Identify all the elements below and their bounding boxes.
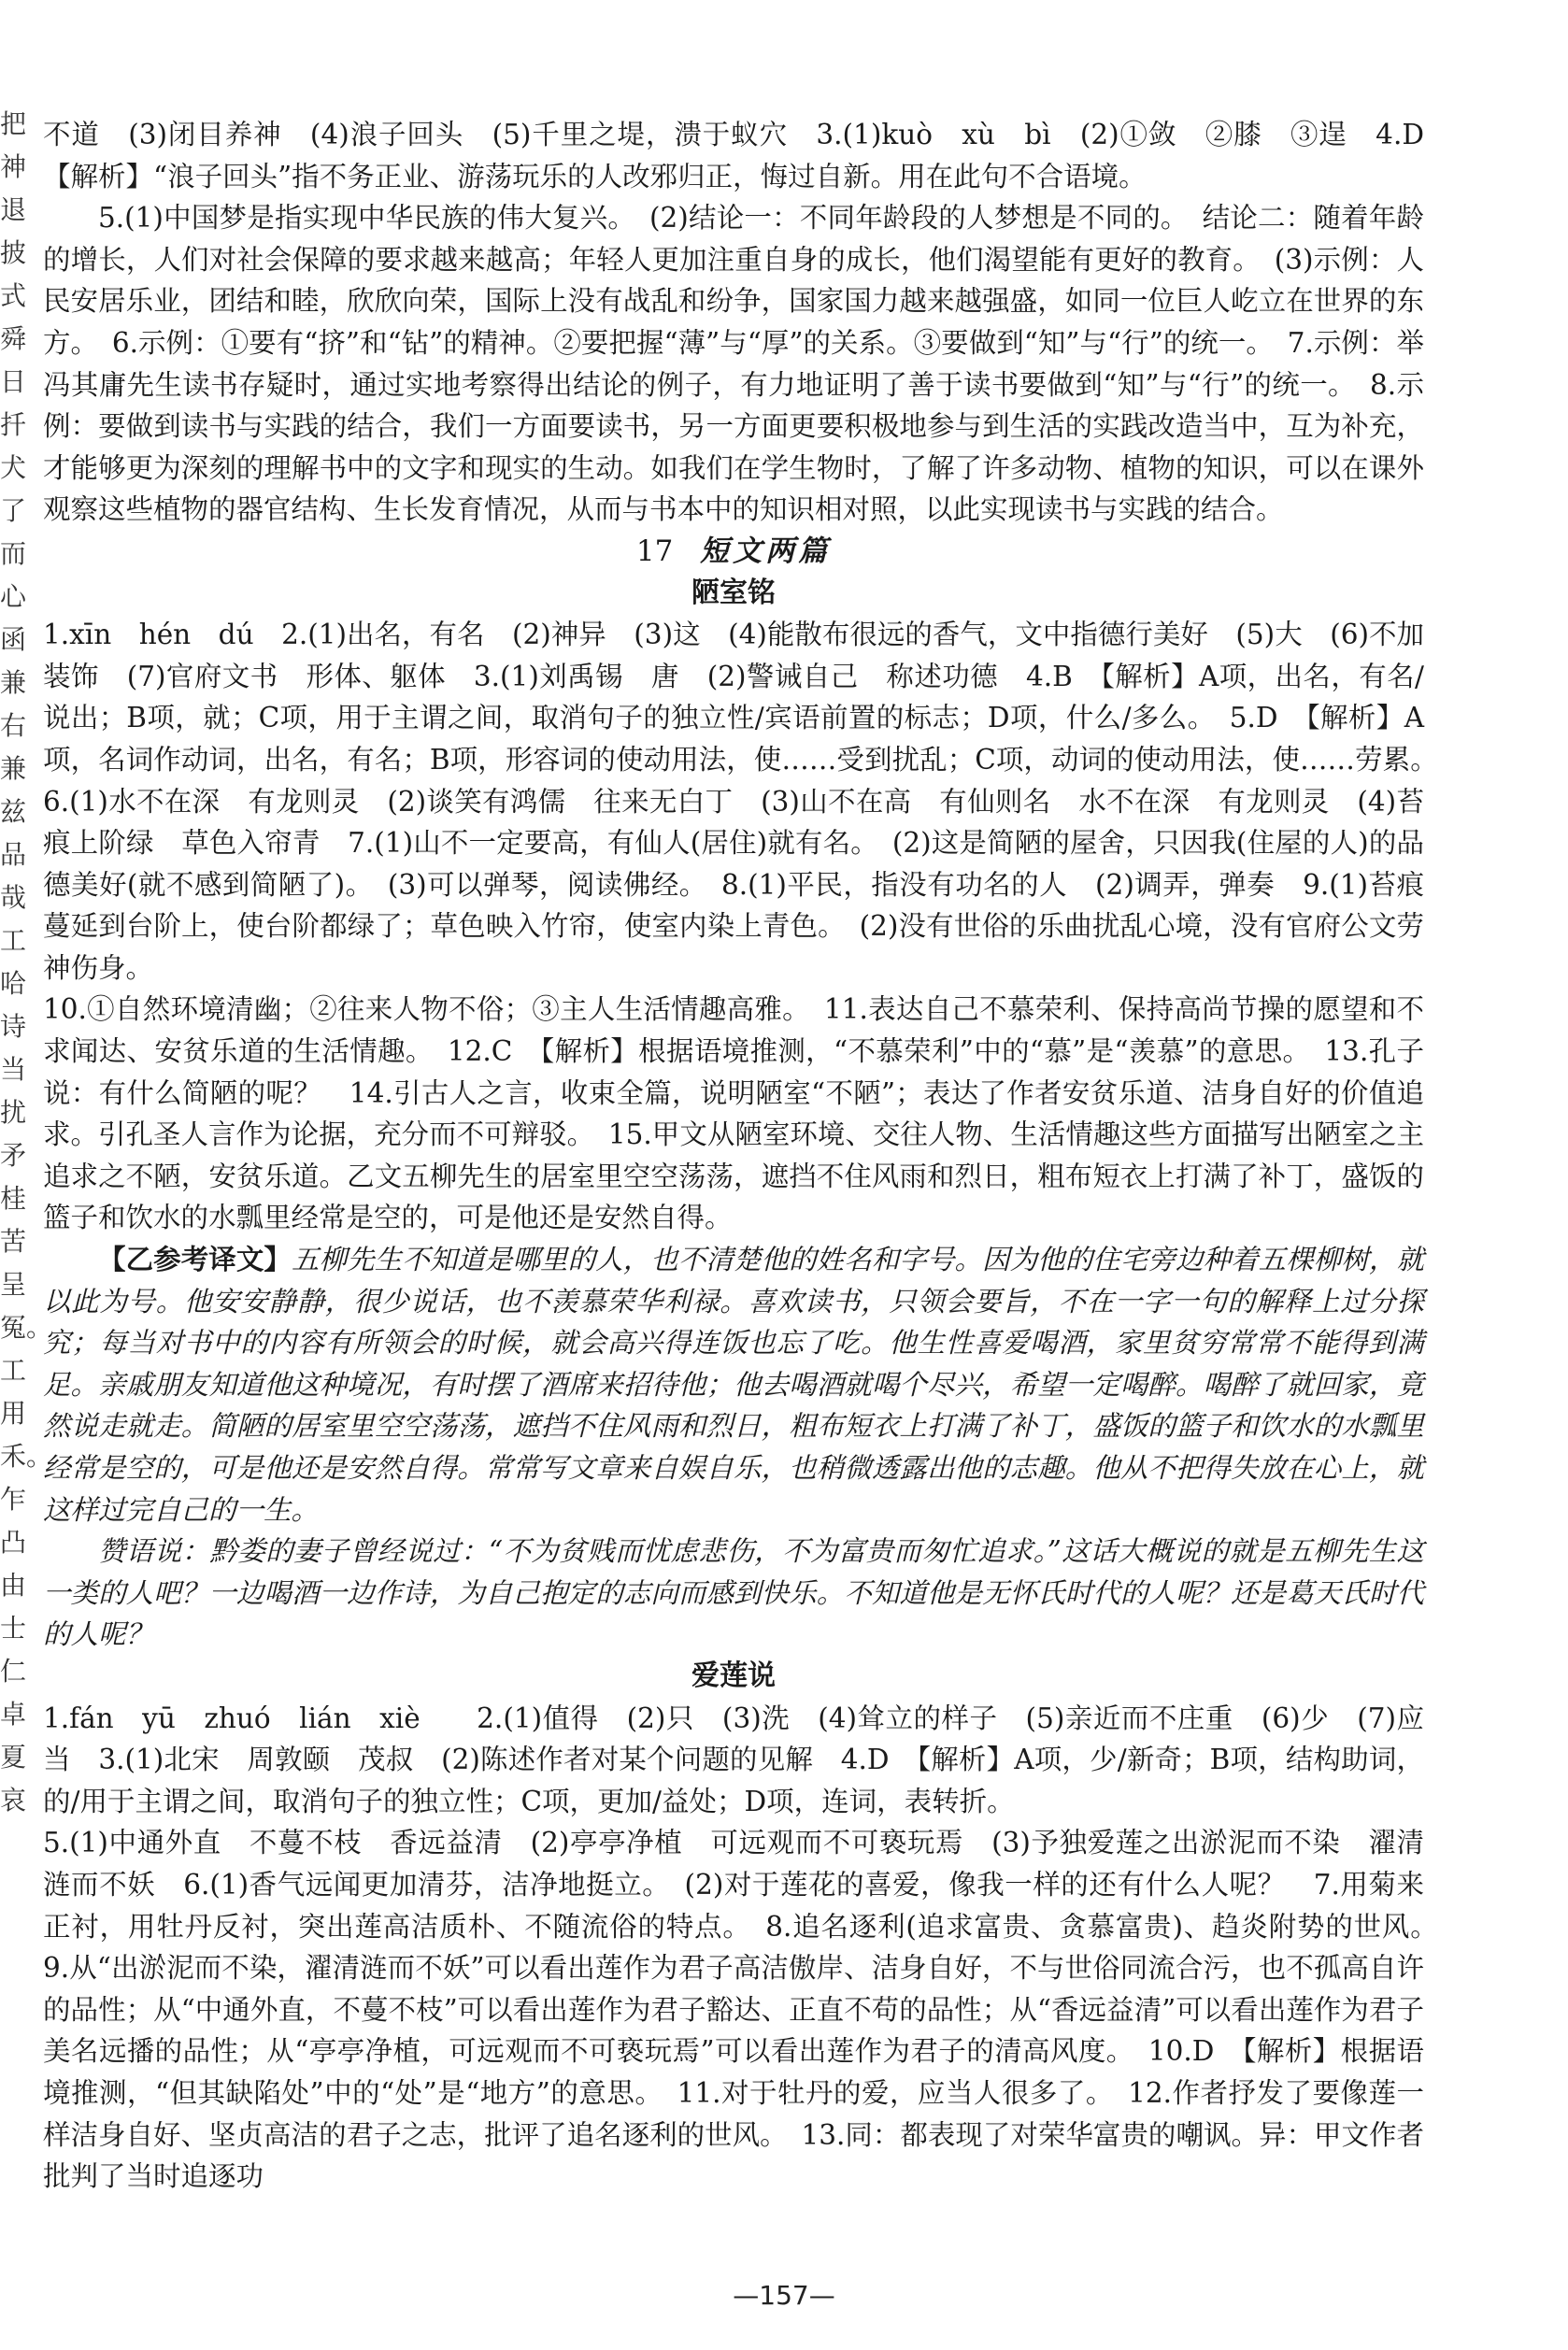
- answer-paragraph: 10.①自然环境清幽；②往来人物不俗；③主人生活情趣高雅。 11.表达自己不慕荣利、保持高尚节操的愿望和不求闻达、安贫乐道的生活情趣。 12.C 【解析】根据语境推测，“不慕荣利”中的“慕”是“羡慕”的意思。 13.孔子说：有什么简陋的呢？ 14.引古人之言，收束全篇，说明陋室“不陋”；表达了作者安贫乐道、洁身自好的价值追求。引孔圣人言作为论据，充分而不可辩驳。 15.甲文从陋室环境、交往人物、生活情趣这些方面描写出陋室之主追求之不陋，安贫乐道。乙文五柳先生的居室里空空荡荡，遮挡不住风雨和烈日，粗布短衣上打满了补丁，盛饭的篮子和饮水的水瓢里经常是空的，可是他还是安然自得。: [43, 993, 1424, 1234]
- translation-paragraph: 赞语说：黔娄的妻子曾经说过：“不为贫贱而忧虑悲伤，不为富贵而匆忙追求。”这话大概说的就是五柳先生这一类的人吧？一边喝酒一边作诗，为自己抱定的志向而感到快乐。不知道他是无怀氏时代的人呢？还是葛天氏时代的人呢？: [43, 1535, 1424, 1651]
- answer-paragraph: 5.(1)中通外直 不蔓不枝 香远益清 (2)亭亭净植 可远观而不可亵玩焉 (3)予独爱莲之出淤泥而不染 濯清涟而不妖 6.(1)香气远闻更加清芬，洁净地挺立。 (2)对于莲花的喜爱，像我一样的还有什么人呢？ 7.用菊来正衬，用牡丹反衬，突出莲高洁质朴、不随流俗的特点。 8.追名逐利(追求富贵、贪慕富贵)、趋炎附势的世风。 9.从“出淤泥而不染，濯清涟而不妖”可以看出莲作为君子高洁傲岸、洁身自好，不与世俗同流合污，也不孤高自许的品性；从“中通外直，不蔓不枝”可以看出莲作为君子豁达、正直不苟的品性；从“香远益清”可以看出莲作为君子美名远播的品性；从“亭亭净植，可远观而不可亵玩焉”可以看出莲作为君子的清高风度。 10.D 【解析】根据语境推测，“但其缺陷处”中的“处”是“地方”的意思。 11.对于牡丹的爱，应当人很多了。 12.作者抒发了要像莲一样洁身自好、坚贞高洁的君子之志，批评了追名逐利的世风。 13.同：都表现了对荣华富贵的嘲讽。异：甲文作者批判了当时追逐功: [43, 1827, 1452, 2193]
- answer-paragraph: 1.xīn hén dú 2.(1)出名，有名 (2)神异 (3)这 (4)能散布很远的香气，文中指德行美好 (5)大 (6)不加装饰 (7)官府文书 形体、躯体 3.(1)刘禹锡 唐 (2)警诫自己 称述功德 4.B 【解析】A项，出名，有名/说出；B项，就；C项，用于主谓之间，取消句子的独立性/宾语前置的标志；D项，什么/多么。 5.D 【解析】A项，名词作动词，出名，有名；B项，形容词的使动用法，使……受到扰乱；C项，动词的使动用法，使……劳累。 6.(1)水不在深 有龙则灵 (2)谈笑有鸿儒 往来无白丁 (3)山不在高 有仙则名 水不在深 有龙则灵 (4)苔痕上阶绿 草色入帘青 7.(1)山不一定要高，有仙人(居住)就有名。 (2)这是简陋的屋舍，只因我(住屋的人)的品德美好(就不感到简陋了)。 (3)可以弹琴，阅读佛经。 8.(1)平民，指没有功名的人 (2)调弄，弹奏 9.(1)苔痕蔓延到台阶上，使台阶都绿了；草色映入竹帘，使室内染上青色。 (2)没有世俗的乐曲扰乱心境，没有官府公文劳神伤身。: [43, 619, 1452, 984]
- spine-text: 把神退披式舜日扦犬了而心函兼右兼兹品哉工哈诗当扰矛桂苦呈冤。工用禾。乍凸由士仁卓夏哀: [0, 108, 53, 1816]
- section-number: 17: [635, 534, 674, 568]
- answer-paragraph: 5.(1)中国梦是指实现中华民族的伟大复兴。 (2)结论一：不同年龄段的人梦想是不同的。 结论二：随着年龄的增长，人们对社会保障的要求越来越高；年轻人更加注重自身的成长，他们渴望能有更好的教育。 (3)示例：人民安居乐业，团结和睦，欣欣向荣，国际上没有战乱和纷争，国家国力越来越强盛，如同一位巨人屹立在世界的东方。 6.示例：①要有“挤”和“钻”的精神。②要把握“薄”与“厚”的关系。③要做到“知”与“行”的统一。 7.示例：举冯其庸先生读书存疑时，通过实地考察得出结论的例子，有力地证明了善于读书要做到“知”与“行”的统一。 8.示例：要做到读书与实践的结合，我们一方面要读书，另一方面更要积极地参与到生活的实践改造当中，互为补充，才能够更为深刻的理解书中的文字和现实的生动。如我们在学生物时，了解了许多动物、植物的知识，可以在课外观察这些植物的器官结构、生长发育情况，从而与书本中的知识相对照，以此实现读书与实践的结合。: [43, 202, 1424, 526]
- answer-paragraph: 1.fán yū zhuó lián xiè 2.(1)值得 (2)只 (3)洗 (4)耸立的样子 (5)亲近而不庄重 (6)少 (7)应当 3.(1)北宋 周敦颐 茂叔 (2)陈述作者对某个问题的见解 4.D 【解析】A项，少/新奇；B项，结构助词，的/用于主谓之间，取消句子的独立性；C项，更加/益处；D项，连词，表转折。: [43, 1702, 1424, 1817]
- page-number: —157—: [733, 2280, 835, 2311]
- translation-paragraph: [43, 1239, 1424, 1531]
- answer-paragraph-continued: 不道 (3)闭目养神 (4)浪子回头 (5)千里之堤，溃于蚁穴 3.(1)kuò xù bì (2)①敛 ②膝 ③逞 4.D 【解析】“浪子回头”指不务正业、游荡玩乐的人改邪归正，悔过自新。用在此句不合语境。: [43, 119, 1452, 192]
- translation-label: 【乙参考译文】: [98, 1243, 292, 1276]
- translation-text: 五柳先生不知道是哪里的人，也不清楚他的姓名和字号。因为他的住宅旁边种着五棵柳树，就以此为号。他安安静静，很少说话，也不羡慕荣华利禄。喜欢读书，只领会要旨，不在一字一句的解释上过分探究；每当对书中的内容有所领会的时候，就会高兴得连饭也忘了吃。他生性喜爱喝酒，家里贫穷常常不能得到满足。亲戚朋友知道他这种境况，有时摆了酒席来招待他；他去喝酒就喝个尽兴，希望一定喝醉。喝醉了就回家，竟然说走就走。简陋的居室里空空荡荡，遮挡不住风雨和烈日，粗布短衣上打满了补丁，盛饭的篮子和饮水的水瓢里经常是空的，可是他还是安然自得。常常写文章来自娱自乐，也稍微透露出他的志趣。他从不把得失放在心上，就这样过完自己的一生。: [43, 1244, 1424, 1526]
- page-content: [43, 114, 1452, 2198]
- section-heading: [43, 531, 1424, 573]
- section-title: 短文两篇: [700, 534, 832, 568]
- subsection-title-ailianshuo: 爱莲说: [691, 1659, 776, 1692]
- subsection-title-loushiming: 陋室铭: [691, 576, 776, 609]
